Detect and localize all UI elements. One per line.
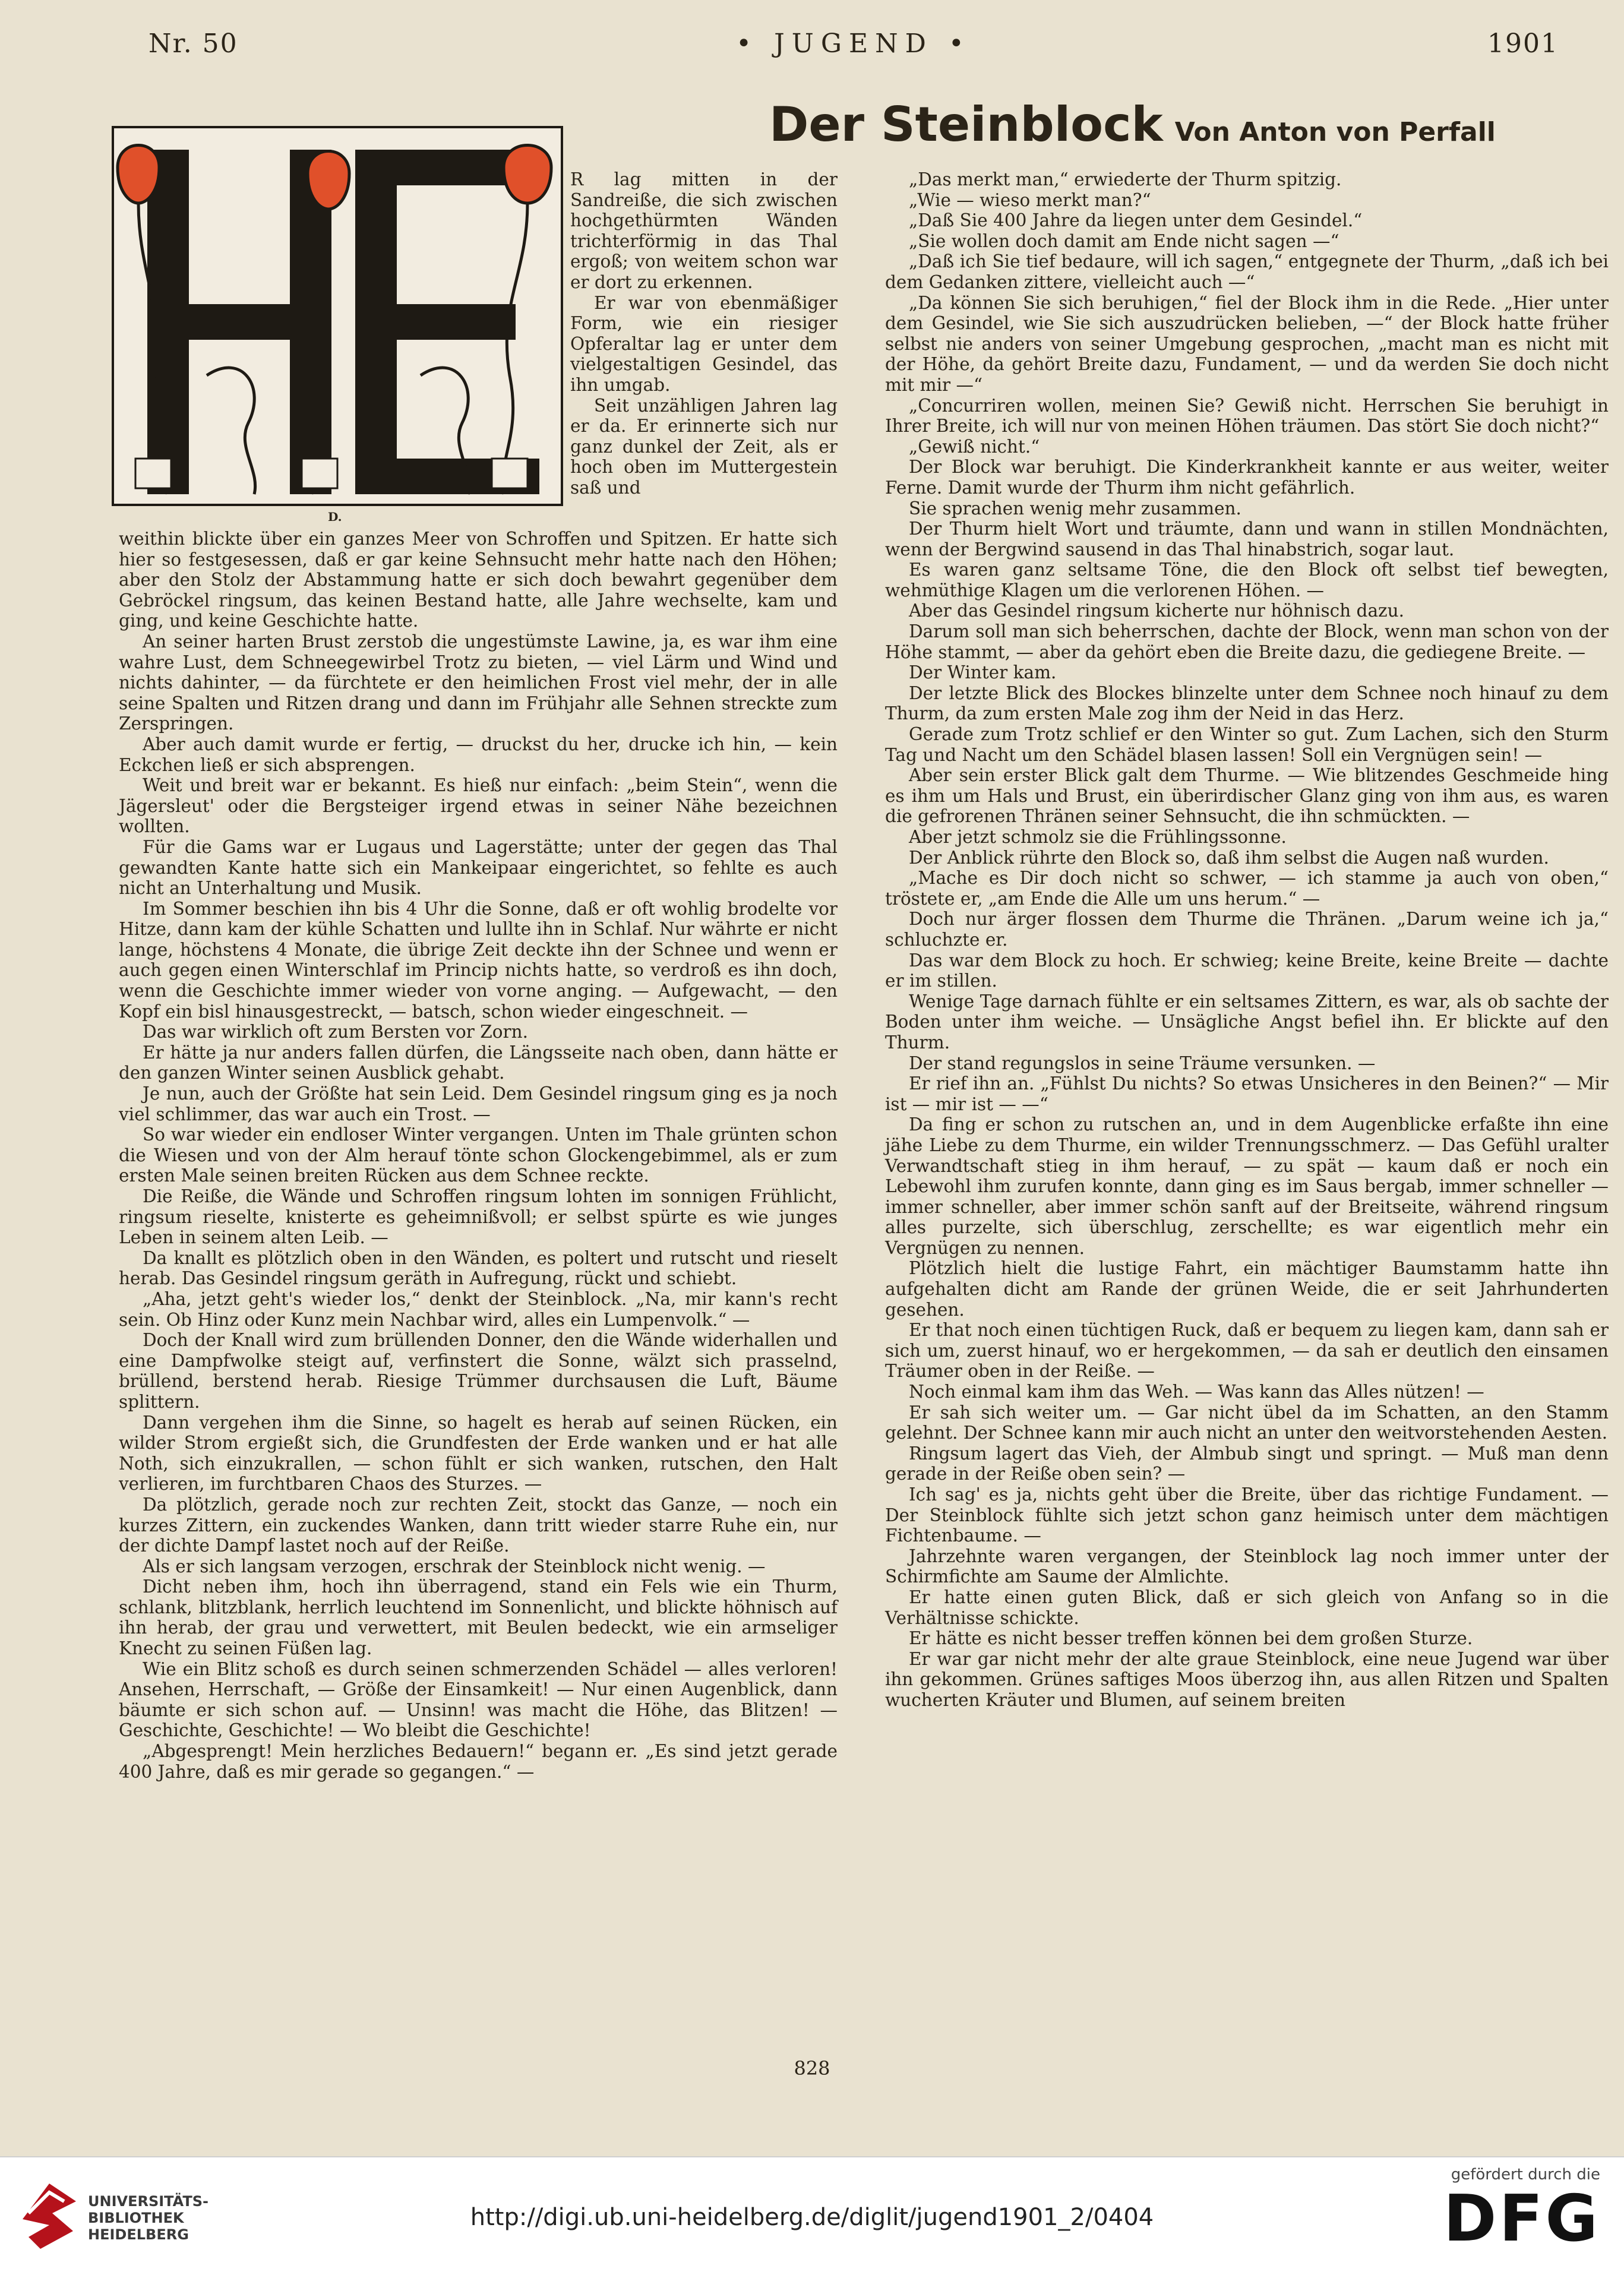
paragraph: Aber das Gesindel ringsum kicherte nur höhnisch dazu. <box>909 601 1404 621</box>
digitization-footer <box>0 2156 1624 2275</box>
paragraph: „Sie wollen doch damit am Ende nicht sagen —“ <box>909 230 1339 251</box>
year: 1901 <box>1487 29 1559 59</box>
paragraph: „Da können Sie sich beruhigen,“ fiel der Block ihm in die Rede. „Hier unter dem Gesindel, wie Sie sich auszudrücken belieben, —“ der Block hatte früher selbst nie anders von seiner Umgebung gesprochen, „macht man es nicht mit der Höhe, da gehört Breite dazu, Fundament, — und da werden Sie doch nicht mit mir —“ <box>885 292 1609 395</box>
running-header <box>149 29 1559 70</box>
paragraph: „Daß Sie 400 Jahre da liegen unter dem Gesindel.“ <box>909 210 1363 231</box>
paragraph: Gerade zum Trotz schlief er den Winter so gut. Zum Lachen, sich den Sturm Tag und Nacht um den Schädel blasen lassen! Soll ein Vergnügen sein! — <box>885 724 1609 765</box>
paragraph: Der Block war beruhigt. Die Kinderkrankheit kannte er aus weiter, weiter Ferne. Damit wurde der Thurm ihm nicht gefährlich. <box>885 457 1609 498</box>
paragraph: Dann vergehen ihm die Sinne, so hagelt es herab auf seinen Rücken, ein wilder Strom ergießt sich, die Grundfesten der Erde wanken und er hat alle Noth, sich einzukrallen, — schon fühlt er sich wanken, rutschen, den Halt verlieren, im furchtbaren Chaos des Sturzes. — <box>119 1412 838 1494</box>
decorative-initial-e-icon <box>112 126 563 506</box>
paragraph: Noch einmal kam ihm das Weh. — Was kann das Alles nützen! — <box>909 1382 1484 1402</box>
library-name-line: BIBLIOTHEK <box>88 2210 184 2226</box>
paragraph: Doch nur ärger flossen dem Thurme die Thränen. „Darum weine ich ja,“ schluchzte er. <box>885 909 1609 950</box>
permalink-url[interactable]: http://digi.ub.uni-heidelberg.de/diglit/jugend1901_2/0404 <box>470 2204 1154 2231</box>
paragraph: Der letzte Blick des Blockes blinzelte unter dem Schnee noch hinauf zu dem Thurm, da zum ersten Male zog ihm der Neid in das Herz. <box>885 682 1609 724</box>
paragraph: R lag mitten in der Sandreiße, die sich zwischen hochgethürmten Wänden trichterförmig in das Thal ergoß; von weitem schon war er dort zu erkennen. <box>570 169 838 292</box>
paragraph: Er hätte ja nur anders fallen dürfen, die Längsseite nach oben, dann hätte er den ganzen Winter seinen Ausblick gehabt. <box>119 1042 838 1083</box>
paragraph: Er hatte einen guten Blick, daß er sich gleich von Anfang so in die Verhältnisse schickte. <box>885 1587 1609 1628</box>
paragraph: Der Winter kam. <box>909 662 1057 683</box>
paragraph: Es waren ganz seltsame Töne, die den Block oft selbst tief bewegten, wehmüthige Klagen um die verlorenen Höhen. — <box>885 560 1609 601</box>
paragraph: So war wieder ein endloser Winter vergangen. Unten im Thale grünten schon die Wiesen und von der Alm herauf tönte schon Glockengebimmel, als er zum ersten Male seinen breiten Rücken aus dem Schnee reckte. <box>119 1124 838 1186</box>
paragraph: Als er sich langsam verzogen, erschrak der Steinblock nicht wenig. — <box>143 1556 766 1576</box>
paragraph: Wenige Tage darnach fühlte er ein seltsames Zittern, es war, als ob sachte der Boden unter ihm weiche. — Unsägliche Angst befiel ihn. Er blickte auf den Thurm. <box>885 991 1609 1053</box>
paragraph: Der Thurm hielt Wort und träumte, dann und wann in stillen Mondnächten, wenn der Bergwind sausend in das Thal hinabstrich, sogar laut. <box>885 519 1609 560</box>
paragraph: Er rief ihn an. „Fühlst Du nichts? So etwas Unsicheres in den Beinen?“ — Mir ist — mir ist — —“ <box>885 1073 1609 1114</box>
issue-number: Nr. 50 <box>149 29 238 59</box>
paragraph: Plötzlich hielt die lustige Fahrt, ein mächtiger Baumstamm hatte ihn aufgehalten dicht am Rande der grünen Weide, die er seit Jahrhunderten gesehen. <box>885 1258 1609 1320</box>
paragraph: Aber sein erster Blick galt dem Thurme. — Wie blitzendes Geschmeide hing es ihm um Hals und Brust, ein überirdischer Glanz ging von ihm aus, es waren die gefrorenen Thränen seiner Sehnsucht, die ihn schmückten. — <box>885 765 1609 827</box>
library-name-line: UNIVERSITÄTS- <box>88 2193 209 2210</box>
paragraph: Weit und breit war er bekannt. Es hieß nur einfach: „beim Stein“, wenn die Jägersleut' oder die Bergsteiger irgend etwas in seiner Nähe bezeichnen wollten. <box>119 775 838 837</box>
paragraph: „Abgesprengt! Mein herzliches Bedauern!“ begann er. „Es sind jetzt gerade 400 Jahre, daß es mir gerade so gegangen.“ — <box>119 1741 838 1782</box>
paragraph: weithin blickte über ein ganzes Meer von Schroffen und Spitzen. Er hatte sich hier so festgesessen, daß er gar keine Sehnsucht mehr hatte nach den Höhen; aber den Stolz der Abstammung hatte er sich doch bewahrt gegenüber dem Gebröckel ringsum, das keinen Bestand hatte, alle Jahre wechselte, kam und ging, und keine Geschichte hatte. <box>119 529 838 631</box>
paragraph: Da knallt es plötzlich oben in den Wänden, es poltert und rutscht und rieselt herab. Das Gesindel ringsum geräth in Aufregung, rückt und schiebt. <box>119 1247 838 1289</box>
paragraph: Aber jetzt schmolz sie die Frühlingssonne. <box>909 827 1287 847</box>
magazine-name: • JUGEND • <box>736 29 971 59</box>
paragraph: Aber auch damit wurde er fertig, — druckst du her, drucke ich hin, — kein Eckchen ließ er sich absprengen. <box>119 734 838 775</box>
paragraph: Dicht neben ihm, hoch ihn überragend, stand ein Fels wie ein Thurm, schlank, blitzblank, herrlich leuchtend im Sonnenlicht, und blickte höhnisch auf ihn herab, der grau und verwettert, mit Beulen bedeckt, wie ein armseliger Knecht zu seinen Füßen lag. <box>119 1576 838 1659</box>
paragraph: Im Sommer beschien ihn bis 4 Uhr die Sonne, daß er oft wohlig brodelte vor Hitze, dann kam der kühle Schatten und lullte ihn in Schlaf. Nur währte er nicht lange, höchstens 4 Monate, die übrige Zeit deckte ihn der Schnee und wenn er auch gegen einen Winterschlaf im Princip nichts hatte, so verdroß es ihn doch, wenn die Geschichte immer wieder von vorne anging. — Aufgewacht, — den Kopf ein bisl hinausgestreckt, — batsch, schon wieder eingeschneit. — <box>119 898 838 1022</box>
paragraph: Für die Gams war er Lugaus und Lagerstätte; unter der gegen das Thal gewandten Kante hatte sich ein Mankeipaar eingerichtet, so fehlte es auch nicht an Unterhaltung und Musik. <box>119 836 838 899</box>
paragraph: „Das merkt man,“ erwiederte der Thurm spitzig. <box>909 169 1342 189</box>
paragraph: „Wie — wieso merkt man?“ <box>909 189 1151 210</box>
article-title: Der Steinblock <box>769 97 1163 152</box>
paragraph: An seiner harten Brust zerstob die ungestümste Lawine, ja, es war ihm eine wahre Lust, dem Schneegewirbel Trotz zu bieten, — viel Lärm und Wind und nichts dahinter, — da fürchtete er den heimlichen Frost viel mehr, der in alle seine Spalten und Ritzen drang und dann im Frühjahr alle Sehnen streckte zum Zerspringen. <box>119 631 838 734</box>
paragraph: Da fing er schon zu rutschen an, und in dem Augenblicke erfaßte ihn eine jähe Liebe zu dem Thurme, ein wilder Trennungsschmerz. — Das Gefühl uralter Verwandtschaft stieg in ihm herauf, — zu spät — kaum daß er noch ein Lebewohl ihm zurufen konnte, dann ging es im Saus bergab, immer schneller — immer schneller, aber immer schön sanft auf der Breitseite, während ringsum alles purzelte, sich überschlug, zerschellte; es war eigentlich mehr ein Vergnügen zu nennen. <box>885 1114 1609 1258</box>
right-column-text <box>885 169 1609 1711</box>
library-name-line: HEIDELBERG <box>88 2226 189 2243</box>
paragraph: Je nun, auch der Größte hat sein Leid. Dem Gesindel ringsum ging es ja noch viel schlimmer, das war auch ein Trost. — <box>119 1083 838 1124</box>
sponsor-note: gefördert durch die <box>1451 2166 1600 2184</box>
paragraph: „Concurriren wollen, meinen Sie? Gewiß nicht. Herrschen Sie beruhigt in Ihrer Breite, ich will nur von meinen Höhen träumen. Das stört Sie doch nicht?“ <box>885 395 1609 437</box>
paragraph: Sie sprachen wenig mehr zusammen. <box>909 498 1241 519</box>
paragraph: Darum soll man sich beherrschen, dachte der Block, wenn man schon von der Höhe stammt, — aber da gehört eben die Breite dazu, die gediegene Breite. — <box>885 621 1609 662</box>
paragraph: Er war von ebenmäßiger Form, wie ein riesiger Opferaltar lag er unter dem vielgestaltigen Gesindel, das ihn umgab. <box>570 292 838 395</box>
paragraph: Das war dem Block zu hoch. Er schwieg; keine Breite, keine Breite — dachte er im stillen. <box>885 950 1609 991</box>
paragraph: Seit unzähligen Jahren lag er da. Er erinnerte sich nur ganz dunkel der Zeit, als er hoch oben im Muttergestein saß und <box>570 395 838 498</box>
sponsor-block <box>1422 2166 1600 2255</box>
paragraph: „Gewiß nicht.“ <box>909 436 1040 457</box>
left-column-text <box>119 529 838 1782</box>
article-byline: Von Anton von Perfall <box>1174 117 1496 147</box>
paragraph: Die Reiße, die Wände und Schroffen ringsum lohten im sonnigen Frühlicht, ringsum rieselte, knisterte es geheimnißvoll; er selbst spürte es wie junges Leben in seinem alten Leib. — <box>119 1186 838 1248</box>
paragraph: Ringsum lagert das Vieh, der Almbub singt und springt. — Muß man denn gerade in der Reiße oben sein? — <box>885 1443 1609 1484</box>
paragraph: Er war gar nicht mehr der alte graue Steinblock, eine neue Jugend war über ihn gekommen. Grünes saftiges Moos überzog ihn, aus allen Ritzen und Spalten wucherten Kräuter und Blumen, auf seinem breiten <box>885 1648 1609 1710</box>
paragraph: Da plötzlich, gerade noch zur rechten Zeit, stockt das Ganze, — noch ein kurzes Zittern, ein zuckendes Wanken, dann tritt wieder starre Ruhe ein, nur der dichte Dampf lastet noch auf der Reiße. <box>119 1494 838 1556</box>
dfg-logo[interactable]: DFG <box>1443 2182 1600 2256</box>
paragraph: Wie ein Blitz schoß es durch seinen schmerzenden Schädel — alles verloren! Ansehen, Herrschaft, — Größe der Einsamkeit! — Nur einen Augenblick, dann bäumte er sich schon auf. — Unsinn! was macht die Höhe, das Blitzen! — Geschichte, Geschichte! — Wo bleibt die Geschichte! <box>119 1658 838 1741</box>
paragraph: Der Anblick rührte den Block so, daß ihm selbst die Augen naß wurden. <box>909 847 1549 868</box>
artist-monogram: D. <box>328 510 342 524</box>
paragraph: Er hätte es nicht besser treffen können bei dem großen Sturze. <box>909 1628 1473 1649</box>
paragraph: Er that noch einen tüchtigen Ruck, daß er bequem zu liegen kam, dann sah er sich um, zuerst hinauf, wo er hergekommen, — da sah er deutlich den einsamen Träumer oben in der Reiße. — <box>885 1320 1609 1382</box>
paragraph: Jahrzehnte waren vergangen, der Steinblock lag noch immer unter der Schirmfichte am Saume der Almlichte. <box>885 1546 1609 1587</box>
paragraph: „Daß ich Sie tief bedaure, will ich sagen,“ entgegnete der Thurm, „daß ich bei dem Gedanken zittere, vielleicht auch —“ <box>885 251 1609 292</box>
article-title-block <box>769 95 1496 162</box>
paragraph: Er sah sich weiter um. — Gar nicht übel da im Schatten, an den Stamm gelehnt. Der Schnee kann mir auch nicht an unter den weitvorstehenden Aesten. <box>885 1402 1609 1443</box>
left-column-beside-initial <box>570 169 838 498</box>
paragraph: Ich sag' es ja, nichts geht über die Breite, über das richtige Fundament. — Der Steinblock fühlte sich jetzt schon ganz heimisch unter dem mächtigen Fichtenbaume. — <box>885 1484 1609 1546</box>
paragraph: „Aha, jetzt geht's wieder los,“ denkt der Steinblock. „Na, mir kann's recht sein. Ob Hinz oder Kunz mein Nachbar wird, alles ein Lumpenvolk.“ — <box>119 1288 838 1330</box>
paragraph: Der stand regungslos in seine Träume versunken. — <box>909 1053 1376 1073</box>
paragraph: Doch der Knall wird zum brüllenden Donner, den die Wände widerhallen und eine Dampfwolke steigt auf, verfinstert die Sonne, wälzt sich prasselnd, brüllend, berstend herab. Riesige Trümmer durchsausen die Luft, Bäume splittern. <box>119 1330 838 1412</box>
paragraph: Das war wirklich oft zum Bersten vor Zorn. <box>143 1022 529 1042</box>
page-number: 828 <box>794 2057 830 2080</box>
paragraph: „Mache es Dir doch nicht so schwer, — ich stamme ja auch von oben,“ tröstete er, „am Ende die Alle um uns herum.“ — <box>885 868 1609 909</box>
